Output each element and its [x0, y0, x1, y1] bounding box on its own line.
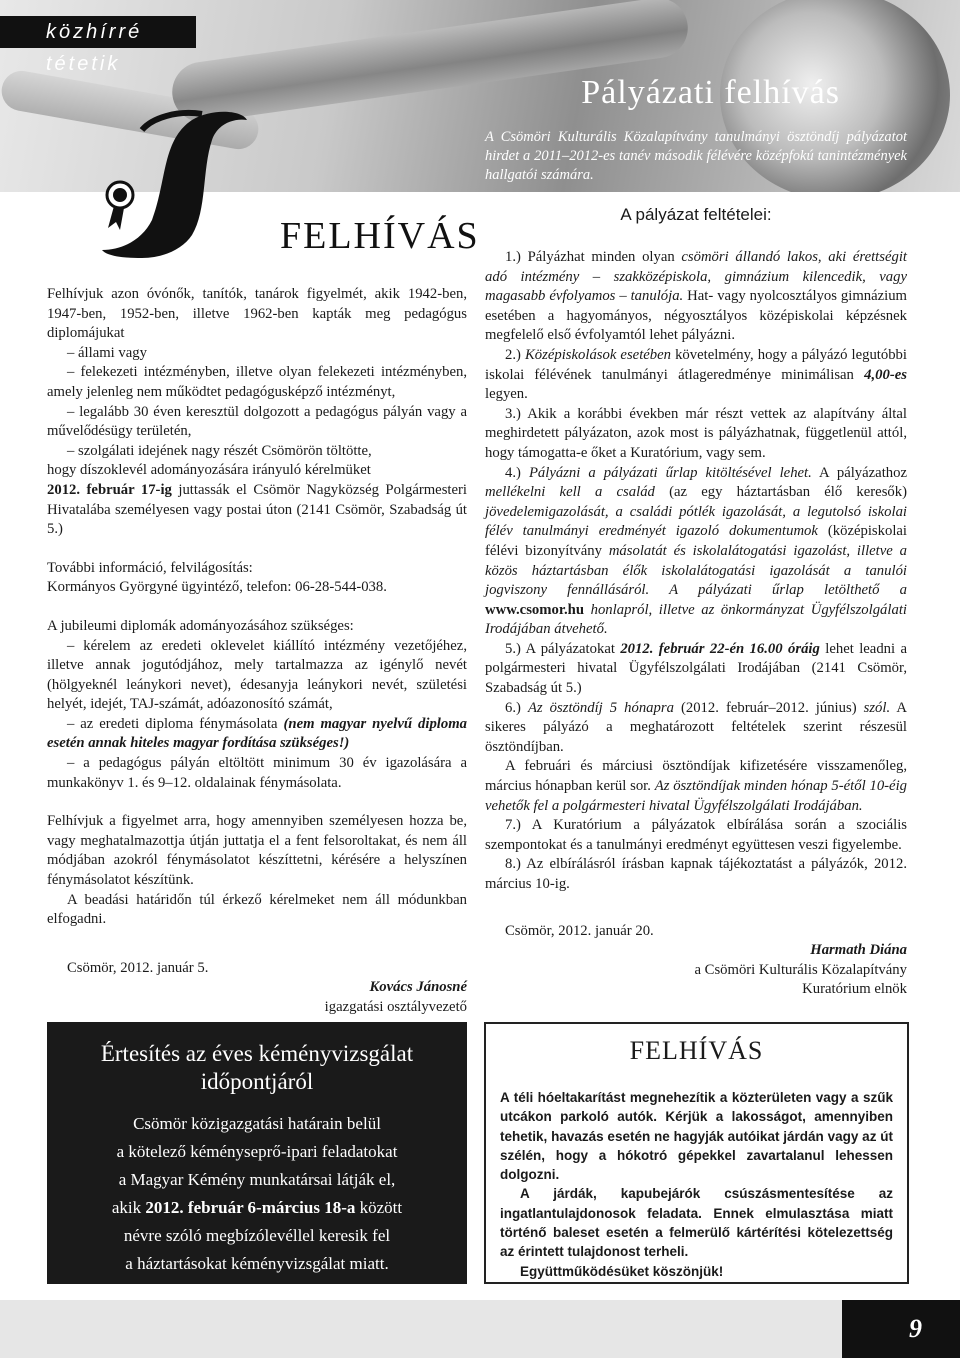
condition-8: 8.) Az elbírálásról írásban kapnak tájékoztatást a pályázók, 2012. március 10-ig.: [485, 856, 907, 892]
footer-bar: [0, 1300, 960, 1358]
requirements-heading: A jubileumi diplomák adományozásához szükséges:: [47, 617, 354, 634]
snow-notice-body: A téli hóeltakarítást megnehezítik a közterületen vagy a szűk utcákon parkoló autók. Kérjük a lakosságot, amennyiben tehetik, havazás esetén ne hagyják autóikat járdán vagy az út szélén, hogy a hókotró gépekkel zavartalanul lehessen dolgozni. A járdák, kapubejárók csúszásmentesítése az ingatlantulajdonosok feladata. Ennek elmulasztása miatt történő baleset esetén a felmerülő kártérítési kötelezettség az érintett tulajdonost terheli. Együttműködésüket köszönjük!: [500, 1090, 893, 1279]
snow-notice-title: FELHÍVÁS: [629, 1036, 764, 1065]
condition-5: 5.) A pályázatokat 2012. február 22-én 16.00 óráig lehet leadni a polgármesteri hivatal Ügyfélszolgálati Irodájában (2141 Csömör, Szabadság út 5.): [485, 640, 908, 697]
right-signer-title: Kuratórium elnök: [802, 981, 907, 998]
chimney-notice-box: [47, 1022, 467, 1284]
list-item: – az eredeti diploma fénymásolata (nem magyar nyelvű diploma esetén annak hiteles magyar fordítása szükséges!): [47, 715, 467, 752]
left-date: Csömör, 2012. január 5.: [67, 959, 209, 976]
page-title: Pályázati felhívás: [581, 74, 840, 111]
list-item: – legalább 30 éven keresztül dolgozott a pedagógus pályán vagy a művelődésügy területén,: [47, 403, 467, 440]
conditions-heading: A pályázat feltételei:: [620, 205, 772, 224]
deadline-paragraph: 2012. február 17-ig juttassák el Csömör Nagyközség Polgármesteri Hivatalába személyesen vagy postai úton (2141 Csömör, Szabadság út 5.): [47, 481, 467, 538]
right-date: Csömör, 2012. január 20.: [505, 922, 654, 939]
condition-2: 2.) Középiskolások esetében követelmény, hogy a pályázó legutóbbi iskolai félévének tanulmányi átlageredménye minimálisan 4,00-es legyen.: [485, 346, 907, 403]
left-title: FELHÍVÁS: [280, 215, 480, 257]
left-signer: Kovács Jánosné: [369, 979, 467, 996]
intro-text: A Csömöri Kulturális Közalapítvány tanulmányi ösztöndíj pályázatot hirdet a 2011–2012-es tanév második félévére középfokú tanintézmények hallgatói számára.: [485, 129, 907, 183]
info-contact: Kormányos Györgyné ügyintéző, telefon: 06-28-544-038.: [47, 579, 387, 596]
info-label: További információ, felvilágosítás:: [47, 559, 253, 576]
left-column: [47, 285, 467, 1018]
left-paragraph: hogy díszoklevél adományozására irányuló kérelmüket: [47, 462, 371, 479]
condition-4: 4.) Pályázni a pályázati űrlap kitöltésével lehet. A pályázathoz mellékelni kell a család (az egy háztartásban élő keresők) jövedelemigazolását, a családi pótlék igazolását, a legutolsó iskolai félév tanulmányi eredményét igazoló dokumentumok (középiskolai félévi bizonyítvány másolatát és iskolalátogatási igazolást, illetve a közös háztartásban élők iskolalátogatási igazolását a tanulói jogviszony fennállásáról. A pályázati űrlap letölthető a www.csomor.hu honlapról, illetve az önkormányzat Ügyfélszolgálati Irodájában átvehető.: [485, 464, 907, 638]
condition-1: 1.) Pályázhat minden olyan csömöri állandó lakos, aki érettségit adó intézmény – szakközépiskola, gimnázium kilencedik, vagy magasabb évfolyamos – tanulója. Hat- vagy nyolcosztályos gimnázium esetében a hagyományos, négyosztályos középiskolai képzésnek megfelelő első évfolyamtól lehet pályázni.: [485, 249, 908, 344]
left-signer-title: igazgatási osztályvezető: [324, 999, 467, 1015]
list-item: – felekezeti intézményben, illetve olyan felekezeti intézményben, amely jelenleg nem működtet pedagógusképző intézményt,: [47, 364, 467, 400]
right-signer-org: a Csömöri Kulturális Közalapítvány: [694, 961, 907, 978]
condition-3: 3.) Akik a korábbi években már részt vettek az alapítvány által meghirdetett pályázaton, azok most is pályázhatnak, függetlenül attól, hogy támogatta-e őket a Kuratórium, vagy sem.: [485, 405, 907, 461]
list-item: – állami vagy: [67, 344, 147, 361]
left-paragraph: Felhívjuk a figyelmet arra, hogy amennyiben személyesen hozza be, vagy meghatalmazottja útján juttatja el a fent felsoroltakat, és nem áll módjában azokról fénymásolatot készíttetni, kérésére a helyszínen fénymásolatot készítünk.: [47, 813, 467, 889]
deadline-date: 2012. február 17-ig: [47, 481, 172, 498]
list-item: – a pedagógus pályán eltöltött minimum 30 év igazolására a munkakönyv 1. és 9–12. oldalainak fénymásolata.: [47, 755, 467, 791]
condition-7: 7.) A Kuratórium a pályázatok elbírálása során a szociális szempontokat és a tanulmányi eredményt együttesen veszi figyelembe.: [485, 817, 907, 853]
condition-6-payment: A februári és márciusi ösztöndíjak kifizetésére visszamenőleg, március hónapban kerül sor. Az ösztöndíjak minden hónap 5-étől 10-éig vehetők fel a polgármesteri hivatal Ügyfélszolgálati Irodájában.: [485, 758, 907, 814]
snow-notice-box: [484, 1022, 909, 1284]
right-column: [485, 248, 907, 1000]
right-signer: Harmath Diána: [810, 942, 907, 959]
left-paragraph: Felhívjuk azon óvónők, tanítók, tanárok figyelmét, akik 1942-ben, 1947-ben, 1952-ben, illetve 1962-ben kapták meg pedagógus diplomájukat: [47, 286, 467, 342]
condition-6: 6.) Az ösztöndíj 5 hónapra (2012. február–2012. június) szól. A sikeres pályázó a meghatározott feltételek szerint részesül ösztöndíjban.: [485, 699, 907, 755]
page-number: 9: [842, 1300, 960, 1358]
list-item: – szolgálati idejének nagy részét Csömörön töltötte,: [67, 442, 372, 459]
scroll-diploma-icon: [82, 100, 257, 260]
chimney-notice-title: Értesítés az éves kéményvizsgálat időpontjáról: [100, 1041, 414, 1094]
chimney-notice-body: Csömör közigazgatási határain belül a kötelező kéményseprő-ipari feladatokat a Magyar Kémény munkatársai látják el, akik 2012. február 6-március 18-a között névre szóló megbízólevéllel keresik fel a háztartásokat kéményvizsgálat miatt.: [111, 1114, 403, 1273]
website-link: www.csomor.hu: [485, 601, 585, 618]
left-paragraph: A beadási határidőn túl érkező kérelmeket nem áll módunkban elfogadni.: [47, 891, 467, 928]
section-label: közhírré tétetik: [0, 16, 196, 48]
list-item: – kérelem az eredeti oklevelet kiállító intézmény vezetőjéhez, illetve annak jogutódjához, mely tartalmazza az igénylő nevét (hölgyeknél leánykori nevet), édesanyja leánykori nevét, születési helyét, idejét, TAJ-számát, adóazonosító számát,: [47, 637, 467, 713]
